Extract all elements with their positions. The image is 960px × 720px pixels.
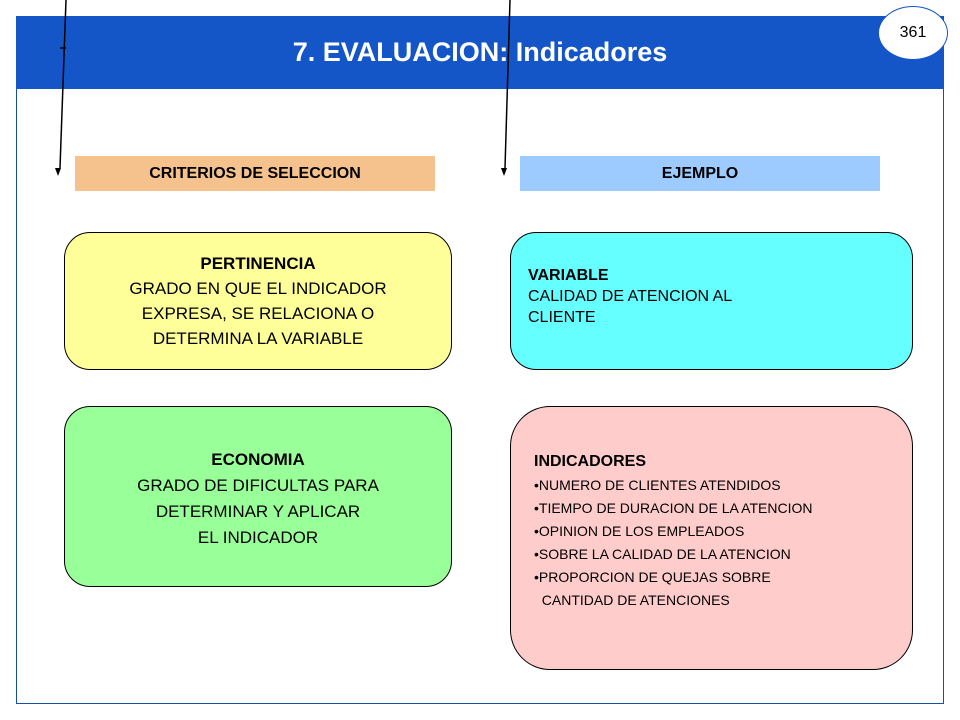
pertinencia-line: EXPRESA, SE RELACIONA O	[141, 304, 375, 323]
pertinencia-title: PERTINENCIA	[200, 254, 316, 273]
pertinencia-line: GRADO EN QUE EL INDICADOR	[129, 279, 387, 298]
indicador-item: •TIEMPO DE DURACION DE LA ATENCION	[534, 500, 813, 516]
slide-title: 7. EVALUACION: Indicadores	[292, 37, 668, 67]
ejemplo-header: EJEMPLO	[520, 156, 880, 191]
left-connector-line	[60, 0, 66, 168]
page-number-badge: 361	[878, 6, 948, 60]
economia-box	[64, 406, 452, 587]
indicador-item: •SOBRE LA CALIDAD DE LA ATENCION	[534, 546, 791, 562]
indicador-item: CANTIDAD DE ATENCIONES	[534, 592, 730, 608]
variable-line: CALIDAD DE ATENCION AL	[528, 288, 733, 305]
economia-line: EL INDICADOR	[197, 528, 319, 547]
indicador-item: •PROPORCION DE QUEJAS SOBRE	[534, 569, 771, 585]
right-connector-line	[505, 0, 510, 168]
indicador-item: •OPINION DE LOS EMPLEADOS	[534, 523, 745, 539]
criterios-header: CRITERIOS DE SELECCION	[75, 156, 435, 191]
economia-line: DETERMINAR Y APLICAR	[155, 502, 361, 521]
economia-title: ECONOMIA	[211, 450, 305, 469]
indicador-item: •NUMERO DE CLIENTES ATENDIDOS	[534, 477, 781, 493]
indicadores-title: INDICADORES	[534, 453, 647, 470]
indicadores-box	[510, 406, 913, 670]
right-arrowhead	[501, 168, 507, 176]
left-arrowhead	[55, 168, 61, 176]
pertinencia-box	[64, 232, 452, 370]
variable-title: VARIABLE	[528, 267, 609, 284]
variable-box	[510, 232, 913, 370]
economia-line: GRADO DE DIFICULTAS PARA	[137, 476, 379, 495]
pertinencia-line: DETERMINA LA VARIABLE	[152, 329, 364, 348]
variable-line: CLIENTE	[528, 309, 596, 326]
